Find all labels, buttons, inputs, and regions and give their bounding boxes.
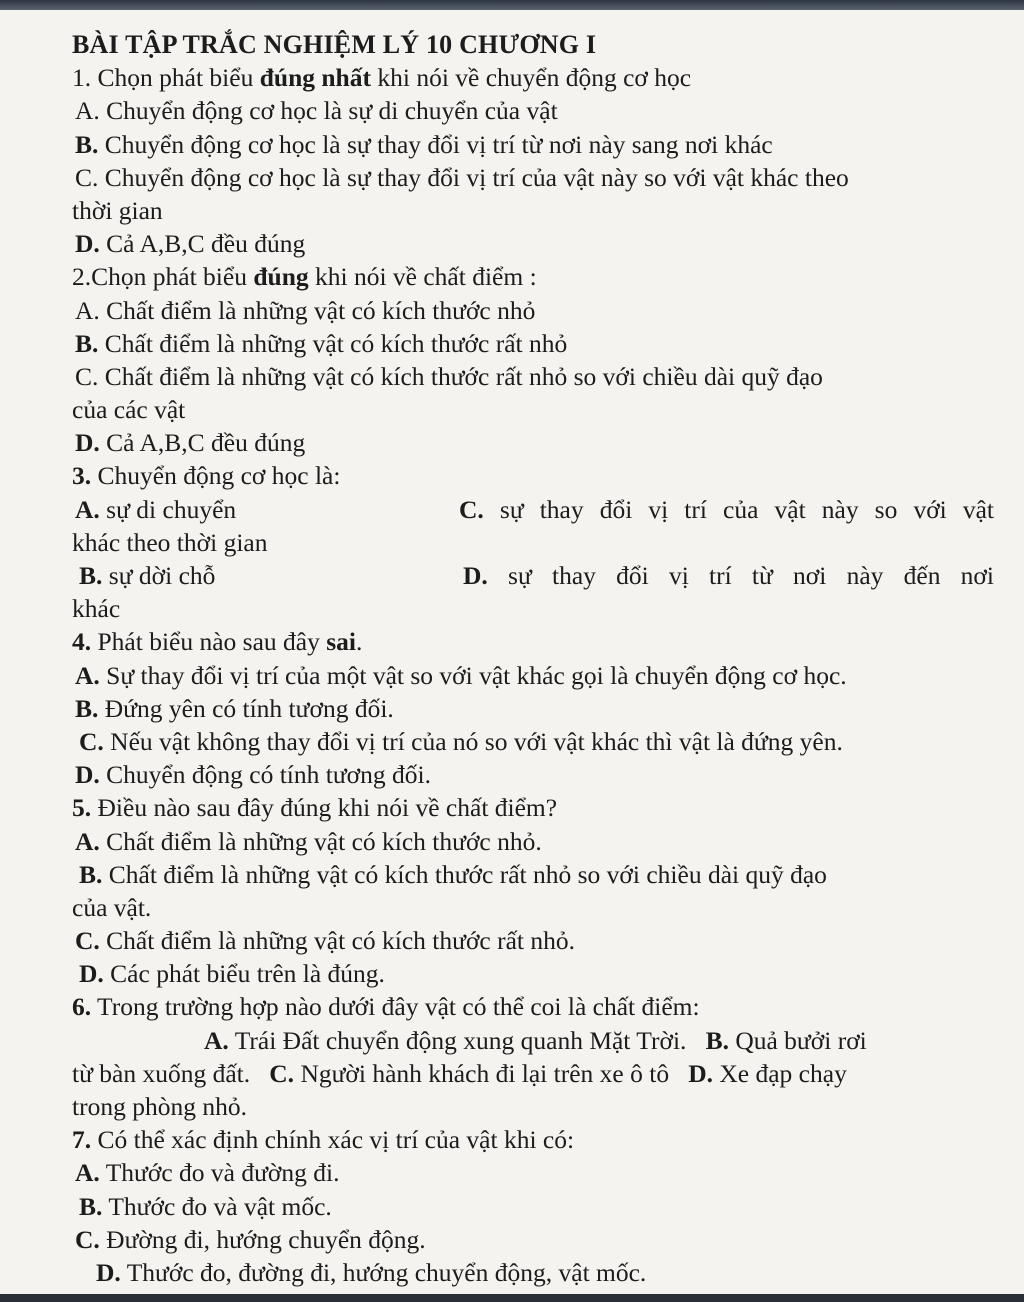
question-2-option-a: A. Chất điểm là những vật có kích thước nhỏ	[75, 295, 536, 325]
question-6-option-c: C. Người hành khách đi lại trên xe ô tô	[269, 1058, 670, 1088]
question-5-option-c: C. Chất điểm là những vật có kích thước rất nhỏ.	[75, 926, 576, 956]
question-7-option-c: C. Đường đi, hướng chuyển động.	[75, 1224, 426, 1254]
question-7-option-d: D. Thước đo, đường đi, hướng chuyển động, vật mốc.	[96, 1257, 647, 1287]
top-edge-bar	[0, 0, 1024, 10]
question-2-option-c-cont: của các vật	[72, 395, 186, 425]
question-4-option-b: B. Đứng yên có tính tương đối.	[75, 693, 394, 723]
bottom-edge-bar	[0, 1294, 1024, 1302]
question-1-option-d: D. Cả A,B,C đều đúng	[75, 229, 306, 259]
question-3-option-d-cont: khác	[72, 594, 121, 624]
question-3-stem: 3. Chuyển động cơ học là:	[72, 461, 341, 491]
question-6-option-a: A. Trái Đất chuyển động xung quanh Mặt Trời.	[204, 1025, 687, 1055]
question-5-stem: 5. Điều nào sau đây đúng khi nói về chất điểm?	[72, 793, 558, 823]
question-1-stem: 1. Chọn phát biểu đúng nhất khi nói về chuyển động cơ học	[72, 63, 692, 93]
question-3-option-b: B. sự dời chỗ	[79, 561, 216, 590]
question-6-option-d-cont: trong phòng nhỏ.	[72, 1092, 247, 1121]
page-title: BÀI TẬP TRẮC NGHIỆM LÝ 10 CHƯƠNG I	[72, 30, 597, 59]
question-2-option-c: C. Chất điểm là những vật có kích thước rất nhỏ so với chiều dài quỹ đạo	[75, 361, 823, 391]
question-5-option-b: B. Chất điểm là những vật có kích thước rất nhỏ so với chiều dài quỹ đạo	[79, 859, 827, 889]
question-4-stem: 4. Phát biểu nào sau đây sai.	[72, 627, 363, 657]
question-7-option-a: A. Thước đo và đường đi.	[75, 1158, 340, 1188]
question-6-stem: 6. Trong trường hợp nào dưới đây vật có thể coi là chất điểm:	[72, 992, 700, 1022]
question-5-option-b-cont: của vật.	[72, 892, 152, 922]
question-2-stem: 2.Chọn phát biểu đúng khi nói về chất điểm :	[72, 262, 537, 292]
question-5-option-a: A. Chất điểm là những vật có kích thước nhỏ.	[75, 826, 542, 856]
question-4-option-c: C. Nếu vật không thay đổi vị trí của nó so với vật khác thì vật là đứng yên.	[79, 726, 843, 756]
question-1-option-c: C. Chuyển động cơ học là sự thay đổi vị trí của vật này so với vật khác theo	[75, 162, 849, 192]
question-2-option-b: B. Chất điểm là những vật có kích thước rất nhỏ	[75, 328, 568, 358]
question-3-row-bd	[72, 559, 994, 592]
question-6-row-ab	[72, 1024, 994, 1057]
question-1-option-b: B. Chuyển động cơ học là sự thay đổi vị trí từ nơi này sang nơi khác	[75, 129, 773, 159]
worksheet	[72, 28, 994, 1289]
question-2-option-d: D. Cả A,B,C đều đúng	[75, 428, 306, 458]
question-1-option-c-cont: thời gian	[72, 195, 163, 225]
question-6-option-d: D. Xe đạp chạy	[688, 1058, 847, 1088]
question-3-option-c: C. sự thay đổi vị trí của vật này so với vật	[459, 494, 995, 524]
question-5-option-d: D. Các phát biểu trên là đúng.	[79, 959, 385, 989]
question-7-option-b: B. Thước đo và vật mốc.	[79, 1191, 332, 1221]
question-6-option-b: B. Quả bưởi rơi	[705, 1025, 867, 1055]
question-3-option-c-cont: khác theo thời gian	[72, 527, 268, 557]
question-3-row-ac	[72, 493, 994, 526]
question-4-option-d: D. Chuyển động có tính tương đối.	[75, 760, 431, 790]
question-4-option-a: A. Sự thay đổi vị trí của một vật so với vật khác gọi là chuyển động cơ học.	[75, 660, 847, 690]
question-6-row-bcd: từ bàn xuống đất. C. Người hành khách đi lại trên xe ô tô D. Xe đạp chạy	[72, 1058, 847, 1088]
question-7-stem: 7. Có thể xác định chính xác vị trí của vật khi có:	[72, 1125, 575, 1155]
question-3-option-a: A. sự di chuyển	[75, 494, 237, 524]
question-3-option-d: D. sự thay đổi vị trí từ nơi này đến nơi	[463, 561, 994, 590]
question-1-option-a: A. Chuyển động cơ học là sự di chuyển của vật	[75, 96, 558, 126]
